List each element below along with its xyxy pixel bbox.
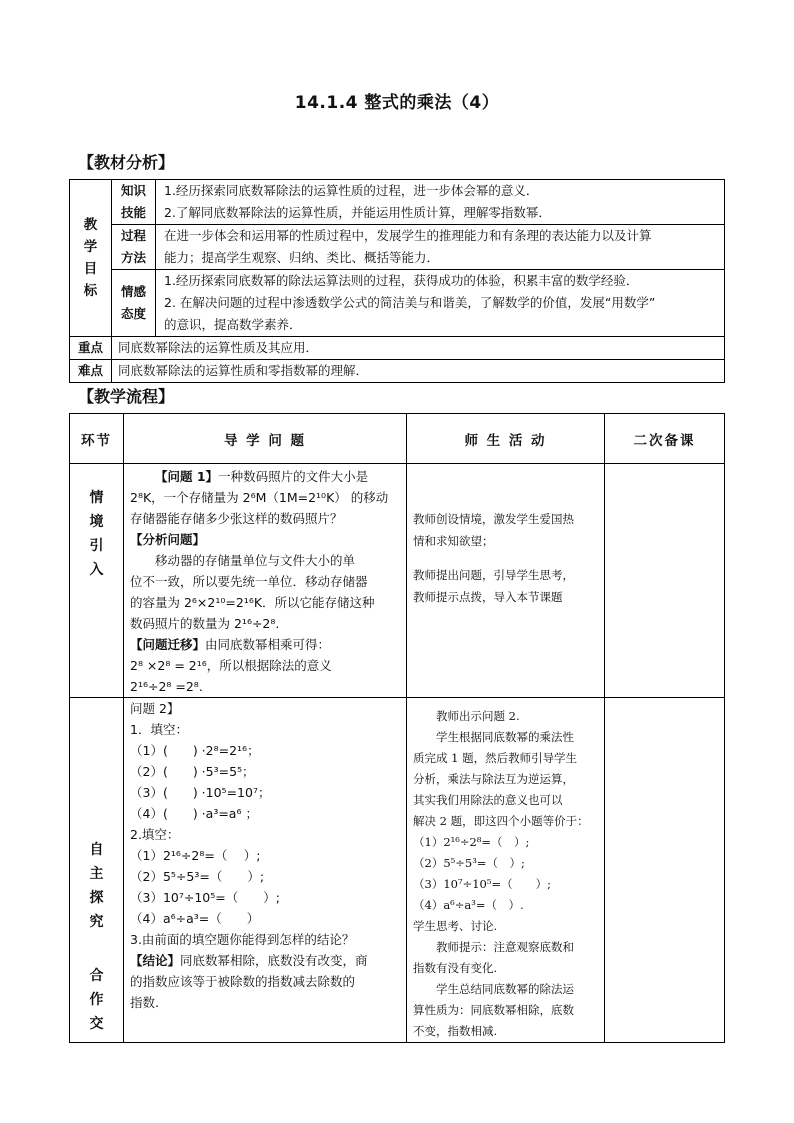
header-second-prep: 二次备课 — [605, 414, 725, 464]
knowledge-label: 知识 技能 — [112, 180, 156, 225]
process-label: 过程 方法 — [112, 225, 156, 270]
key-point-label: 重点 — [70, 337, 112, 360]
guide-question-2: 问题 2】 1．填空： （1）( ) ·2⁸=2¹⁶； （2）( ) ·5³=5⁵； （3）( ) ·10⁵=10⁷； （4）( ) ·a³=a⁶ ； 2.填空： （1）2¹⁶÷2⁸=（ ）; （2）5⁵÷5³=（ ）; （3）10⁷÷10⁵=（ ）; （4）a⁶÷a³=（ ） 3.由前面的填空题你能得到怎样的结论？ 【结论】同底数幂相除，底数没有改变，商 的指数应该等于被除数的指数减去除数的 指数. — [124, 698, 407, 1043]
stage-self-explore: 自 主 探 究 合 作 交 — [70, 698, 124, 1043]
knowledge-content: 1.经历探索同底数幂除法的运算性质的过程，进一步体会幂的意义． 2.了解同底数幂除法的运算性质，并能运用性质计算，理解零指数幂． — [156, 180, 725, 225]
activity-explore: 教师出示问题 2. 学生根据同底数幂的乘法性 质完成 1 题，然后教师引导学生 分析，乘法与除法互为逆运算， 其实我们用除法的意义也可以 解决 2 题，即这四个小题等价于： （1）2¹⁶÷2⁸=（ ）; （2）5⁵÷5³=（ ）; （3）10⁷÷10⁵=（ ）; （4）a⁶÷a³=（ ）. 学生思考、讨论. 教师提示：注意观察底数和 指数有没有变化. 学生总结同底数幂的除法运 算性质为：同底数幂相除，底数 不变，指数相减. — [407, 698, 605, 1043]
key-point-content: 同底数幂除法的运算性质及其应用． — [112, 337, 725, 360]
emotion-content: 1.经历探索同底数幂的除法运算法则的过程，获得成功的体验，积累丰富的数学经验． 2. 在解决问题的过程中渗透数学公式的简洁美与和谐美，了解数学的价值，发展“用数学” 的意识，提高数学素养． — [156, 270, 725, 337]
difficulty-label: 难点 — [70, 360, 112, 383]
second-prep-cell-2 — [605, 698, 725, 1043]
activity-intro: 教师创设情境，激发学生爱国热 情和求知欲望； 教师提出问题，引导学生思考， 教师提示点拨，导入本节课题 — [407, 464, 605, 698]
emotion-label: 情感 态度 — [112, 270, 156, 337]
guide-question-1: 【问题 1】一种数码照片的文件大小是 2⁸K，一个存储量为 2⁶M（1M=2¹⁰K） 的移动 存储器能存储多少张这样的数码照片？ 【分析问题】 移动器的存储量单位与文件大小的单 位不一致，所以要先统一单位．移动存储器 的容量为 2⁶×2¹⁰=2¹⁶K．所以它能存储这种 数码照片的数量为 2¹⁶÷2⁸. 【问题迁移】由同底数幂相乘可得： 2⁸ ×2⁸ = 2¹⁶，所以根据除法的意义 2¹⁶÷2⁸ =2⁸. — [124, 464, 407, 698]
second-prep-cell-1 — [605, 464, 725, 698]
stage-situation-intro: 情 境 引 入 — [70, 464, 124, 698]
header-activities: 师 生 活 动 — [407, 414, 605, 464]
analysis-table — [69, 179, 725, 383]
section-heading-flow: 【教学流程】 — [78, 387, 175, 406]
process-content: 在进一步体会和运用幂的性质过程中，发展学生的推理能力和有条理的表达能力以及计算 能力；提高学生观察、归纳、类比、概括等能力． — [156, 225, 725, 270]
teaching-goal-label: 教 学 目 标 — [70, 180, 112, 337]
header-guide-questions: 导 学 问 题 — [124, 414, 407, 464]
page-title: 14.1.4 整式的乘法（4） — [294, 93, 500, 113]
section-heading-analysis: 【教材分析】 — [78, 153, 175, 172]
difficulty-content: 同底数幂除法的运算性质和零指数幂的理解． — [112, 360, 725, 383]
flow-table — [69, 413, 725, 1043]
header-stage: 环节 — [70, 414, 124, 464]
